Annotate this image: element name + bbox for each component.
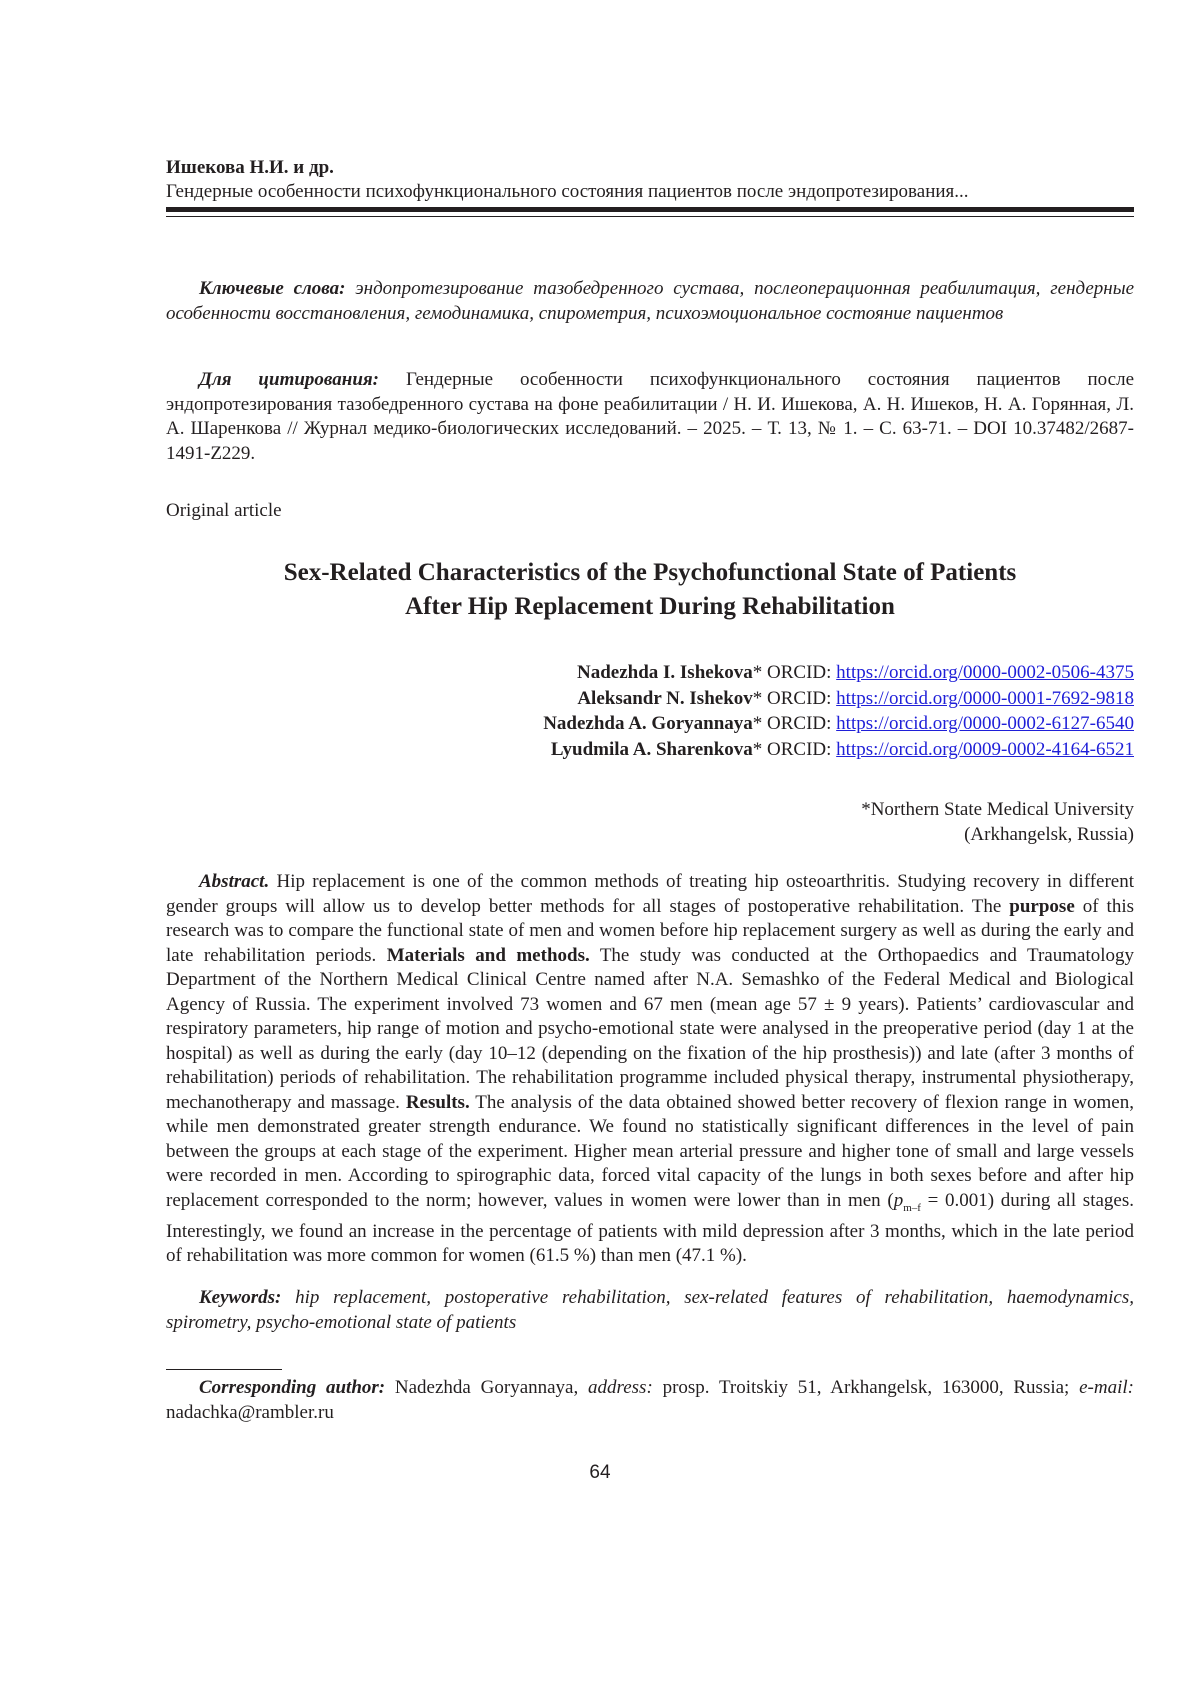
- article-title-line2: After Hip Replacement During Rehabilitation: [166, 590, 1134, 624]
- orcid-label: ORCID:: [767, 739, 831, 760]
- header-rule-thin: [166, 216, 1134, 217]
- abstract-label: Abstract.: [199, 871, 269, 892]
- address-text: prosp. Troitskiy 51, Arkhangelsk, 163000, Russia;: [653, 1377, 1079, 1398]
- author-row: [543, 737, 1134, 763]
- citation-label: Для цитирования:: [199, 369, 379, 390]
- citation: [166, 368, 1134, 466]
- abstract-text: = 0.001) during all stages. Interestingly, we found an increase in the percentage of patients with mild depression after 3 months, which in the late period of rehabilitation was more common for women (61.5 %) than men (47.1 %).: [166, 1190, 1134, 1267]
- author-list: [543, 660, 1134, 762]
- affiliation: [861, 797, 1134, 847]
- keywords-ru-text: эндопротезирование тазобедренного сустава, послеоперационная реабилитация, гендерные особенности восстановления, гемодинамика, спирометрия, психоэмоциональное состояние пациентов: [166, 278, 1134, 324]
- page-number: 64: [0, 1462, 1200, 1484]
- author-mark: *: [753, 713, 763, 734]
- corresponding-author-label: Corresponding author:: [199, 1377, 385, 1398]
- p-value-symbol: p: [894, 1190, 904, 1211]
- email-address[interactable]: nadachka@rambler.ru: [166, 1402, 334, 1423]
- keywords-en-label: Keywords:: [199, 1287, 281, 1308]
- author-row: [543, 686, 1134, 712]
- orcid-label: ORCID:: [767, 662, 831, 683]
- email-label: e-mail:: [1079, 1377, 1134, 1398]
- results-label: Results.: [406, 1092, 470, 1113]
- abstract: [166, 870, 1134, 1269]
- orcid-label: ORCID:: [767, 713, 831, 734]
- affiliation-line2: (Arkhangelsk, Russia): [861, 822, 1134, 847]
- article-title-line1: Sex-Related Characteristics of the Psychofunctional State of Patients: [166, 556, 1134, 590]
- author-row: [543, 711, 1134, 737]
- orcid-link[interactable]: https://orcid.org/0000-0001-7692-9818: [836, 688, 1134, 709]
- author-mark: *: [753, 662, 763, 683]
- author-name: Aleksandr N. Ishekov: [577, 688, 752, 709]
- author-mark: *: [753, 688, 763, 709]
- keywords-ru: [166, 277, 1134, 326]
- purpose-label: purpose: [1009, 896, 1074, 917]
- author-name: Nadezhda A. Goryannaya: [543, 713, 753, 734]
- author-row: [543, 660, 1134, 686]
- abstract-text: The analysis of the data obtained showed better recovery of flexion range in women, while men demonstrated greater strength endurance. We found no statistically significant differences in the level of pain between the groups at each stage of the experiment. Higher mean arterial pressure and higher tone of small and large vessels were recorded in men. According to spirographic data, forced vital capacity of the lungs in both sexes before and after hip replacement corresponded to the norm; however, values in women were lower than in men (: [166, 1092, 1134, 1211]
- citation-text: Гендерные особенности психофункционального состояния пациентов после эндопротезирования тазобедренного сустава на фоне реабилитации / Н. И. Ишекова, А. Н. Ишеков, Н. А. Горянная, Л. А. Шаренкова // Журнал медико-биологических исследований. – 2025. – Т. 13, № 1. – С. 63-71. – DOI 10.37482/2687-1491-Z229.: [166, 369, 1134, 464]
- address-label: address:: [588, 1377, 653, 1398]
- abstract-text: The study was conducted at the Orthopaedics and Traumatology Department of the Northern Medical Clinical Centre named after N.A. Semashko of the Federal Medical and Biological Agency of Russia. The experiment involved 73 women and 67 men (mean age 57 ± 9 years). Patients’ cardiovascular and respiratory parameters, hip range of motion and psycho-emotional state were analysed in the preoperative period (day 1 at the hospital) as well as during the early (day 10–12 (depending on the fixation of the hip prosthesis)) and late (after 3 months of rehabilitation) periods of rehabilitation. The rehabilitation programme included physical therapy, instrumental physiotherapy, mechanotherapy and massage.: [166, 945, 1134, 1113]
- keywords-ru-label: Ключевые слова:: [199, 278, 345, 299]
- orcid-label: ORCID:: [767, 688, 831, 709]
- orcid-link[interactable]: https://orcid.org/0000-0002-6127-6540: [836, 713, 1134, 734]
- corresponding-author-name: Nadezhda Goryannaya,: [385, 1377, 588, 1398]
- p-value-subscript: m–f: [903, 1201, 921, 1213]
- author-name: Nadezhda I. Ishekova: [577, 662, 753, 683]
- article-type: Original article: [166, 500, 282, 522]
- header-rule-thick: [166, 207, 1134, 212]
- header-authors: Ишекова Н.И. и др.: [166, 156, 1134, 180]
- keywords-en: [166, 1286, 1134, 1335]
- author-name: Lyudmila A. Sharenkova: [551, 739, 753, 760]
- footnote-rule: [166, 1369, 282, 1370]
- corresponding-author: [166, 1376, 1134, 1425]
- affiliation-line1: *Northern State Medical University: [861, 797, 1134, 822]
- orcid-link[interactable]: https://orcid.org/0009-0002-4164-6521: [836, 739, 1134, 760]
- keywords-en-text: hip replacement, postoperative rehabilitation, sex-related features of rehabilitation, haemodynamics, spirometry, psycho-emotional state of patients: [166, 1287, 1134, 1333]
- journal-page: [0, 0, 1200, 1697]
- methods-label: Materials and methods.: [387, 945, 590, 966]
- abstract-text: of this research was to compare the functional state of men and women before hip replacement surgery as well as during the early and late rehabilitation periods.: [166, 896, 1134, 966]
- orcid-link[interactable]: https://orcid.org/0000-0002-0506-4375: [836, 662, 1134, 683]
- running-header: [166, 156, 1134, 204]
- header-running-title: Гендерные особенности психофункционального состояния пациентов после эндопротезирования...: [166, 180, 1134, 204]
- article-title: [166, 556, 1134, 624]
- author-mark: *: [753, 739, 763, 760]
- abstract-text: Hip replacement is one of the common methods of treating hip osteoarthritis. Studying recovery in different gender groups will allow us to develop better methods for all stages of postoperative rehabilitation. The: [166, 871, 1134, 917]
